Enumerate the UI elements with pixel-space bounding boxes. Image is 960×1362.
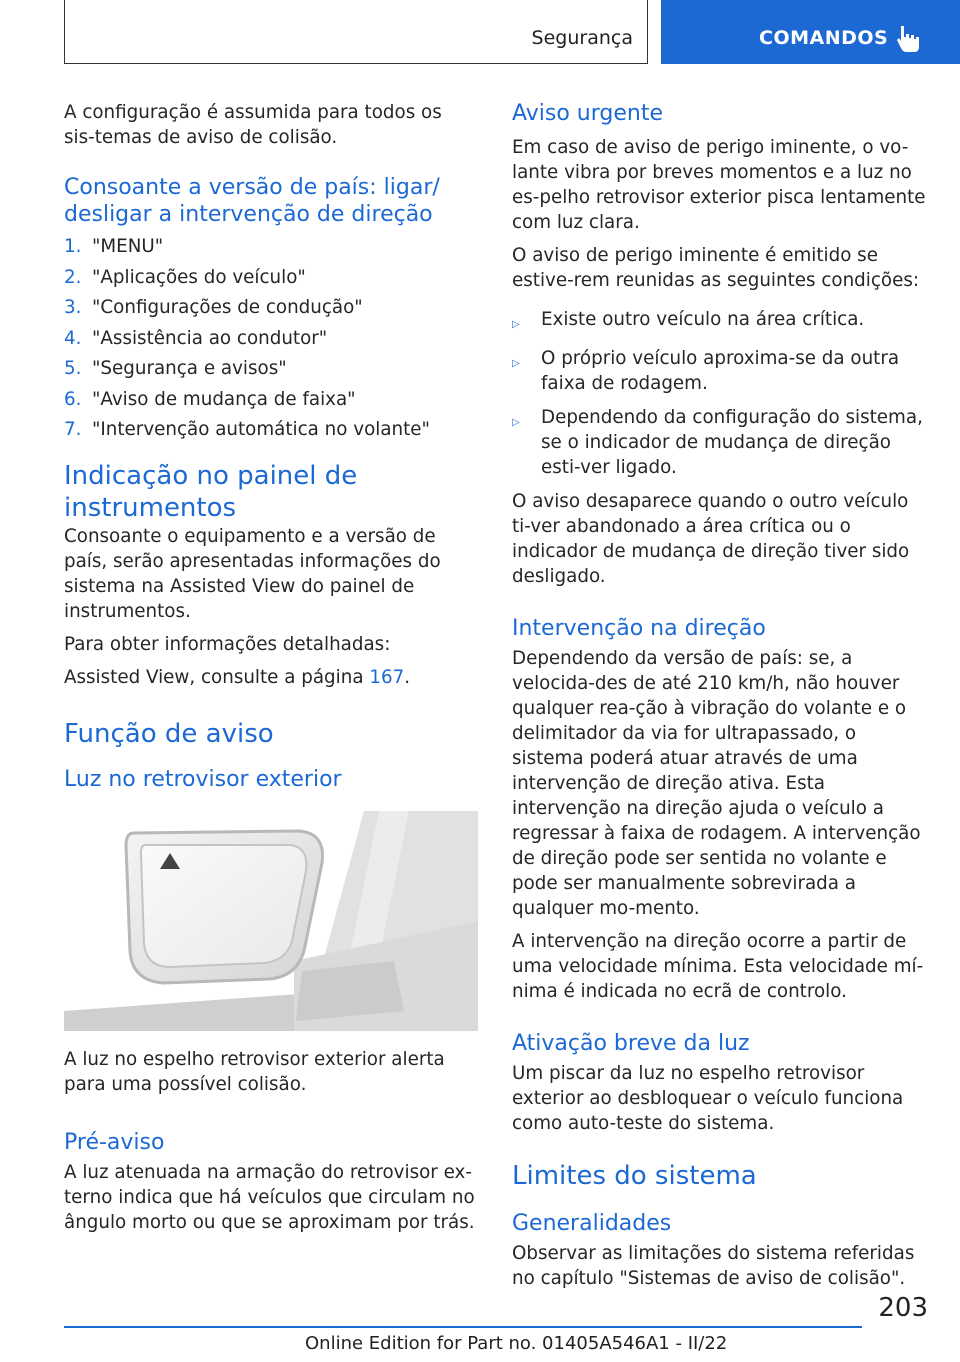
heading-country-toggle [64, 174, 478, 228]
step-item [64, 415, 478, 446]
heading-system-limits: Limites do sistema [512, 1161, 757, 1191]
step-number: 2. [64, 266, 82, 288]
step-item [64, 232, 478, 263]
step-text: "Intervenção automática no volante" [92, 419, 430, 440]
step-text: "Segurança e avisos" [92, 358, 287, 379]
step-number: 4. [64, 327, 82, 349]
step-item [64, 293, 478, 324]
step-number: 7. [64, 419, 82, 440]
heading-urgent-warning: Aviso urgente [512, 101, 664, 126]
heading-brief-activation: Ativação breve da luz [512, 1031, 750, 1056]
triangle-bullet-icon: ▷ [512, 358, 520, 369]
page-number: 203 [878, 1293, 928, 1323]
urgent-paragraph-1: Em caso de aviso de perigo iminente, o vo-lante vibra por breves momentos e a luz no es-pelho retrovisor exterior pisca lentamente com luz clara. [512, 137, 926, 233]
conditions-list [512, 307, 932, 480]
right-column [512, 100, 932, 1291]
menu-steps-list [64, 232, 478, 446]
step-text: "MENU" [92, 236, 164, 257]
chapter-tab[interactable] [661, 0, 960, 64]
condition-text: Existe outro veículo na área crítica. [541, 309, 865, 330]
display-reference-end: . [404, 666, 411, 688]
step-text: "Assistência ao condutor" [92, 327, 328, 349]
triangle-bullet-icon: ▷ [512, 417, 520, 428]
chapter-tab-label: COMANDOS [759, 27, 889, 49]
brief-paragraph: Um piscar da luz no espelho retrovisor exterior ao desbloquear o veículo funciona como auto-teste do sistema. [512, 1063, 904, 1134]
hand-pointer-icon [895, 24, 921, 54]
heading-general: Generalidades [512, 1211, 672, 1236]
heading-warning-function: Função de aviso [64, 718, 274, 749]
heading-instrument-display: Indicação no painel de instrumentos [64, 460, 358, 523]
step-number: 3. [64, 297, 82, 318]
footer-edition: Online Edition for Part no. 01405A546A1 - II/22 [305, 1333, 728, 1354]
step-number: 6. [64, 388, 82, 410]
display-reference-text: Assisted View, consulte a página [64, 666, 370, 688]
mirror-caption: A luz no espelho retrovisor exterior alerta para uma possível colisão. [64, 1048, 445, 1095]
intro-paragraph: A configuração é assumida para todos os sis-temas de aviso de colisão. [64, 102, 442, 148]
condition-item [512, 346, 932, 396]
display-reference [64, 665, 478, 690]
step-item [64, 354, 478, 385]
heading-country-line1: Consoante a versão de país: ligar/ [64, 175, 440, 200]
section-title: Segurança [531, 27, 633, 49]
display-paragraph: Consoante o equipamento e a versão de país, serão apresentadas informações do sistema na Assisted View do painel de instrumentos. [64, 525, 441, 622]
heading-steering-intervention: Intervenção na direção [512, 616, 766, 641]
heading-country-line2: desligar a intervenção de direção [64, 202, 433, 227]
condition-item [512, 405, 932, 480]
step-text: "Aviso de mudança de faixa" [92, 388, 356, 410]
display-info-label: Para obter informações detalhadas: [64, 633, 391, 655]
condition-item [512, 307, 932, 337]
general-paragraph: Observar as limitações do sistema referidas no capítulo "Sistemas de aviso de colisão". [512, 1243, 915, 1289]
steering-paragraph-2: A intervenção na direção ocorre a partir de uma velocidade mínima. Esta velocidade mí-nima é indicada no ecrã de controlo. [512, 931, 924, 1002]
condition-text: O próprio veículo aproxima-se da outra faixa de rodagem. [541, 348, 900, 394]
mirror-illustration [64, 811, 478, 1031]
heading-mirror-light: Luz no retrovisor exterior [64, 766, 342, 792]
condition-text: Dependendo da configuração do sistema, se o indicador de mudança de direção esti-ver ligado. [541, 407, 923, 478]
triangle-bullet-icon: ▷ [512, 319, 520, 330]
steering-paragraph-1: Dependendo da versão de país: se, a velocida-des de até 210 km/h, não houver qualquer rea-ção à vibração do volante e o delimitador da via for ultrapassado, o sistema poderá atuar através de uma intervenção de direção ativa. Esta intervenção na direção ajuda o veículo a regressar à faixa de rodagem. A intervenção de direção pode ser sentida no volante e pode ser manualmente sobrevirada a qualquer mo-mento. [512, 648, 921, 919]
left-column [64, 100, 478, 1235]
step-item [64, 385, 478, 416]
footer-divider [64, 1326, 862, 1328]
step-number: 1. [64, 236, 82, 257]
prewarning-paragraph: A luz atenuada na armação do retrovisor ex-terno indica que há veículos que circulam no ângulo morto ou que se aproximam por trás. [64, 1161, 475, 1233]
step-text: "Aplicações do veículo" [92, 266, 306, 288]
step-text: "Configurações de condução" [92, 297, 363, 318]
heading-prewarning: Pré-aviso [64, 1129, 165, 1155]
step-number: 5. [64, 358, 82, 379]
step-item [64, 263, 478, 294]
urgent-paragraph-2: O aviso de perigo iminente é emitido se estive-rem reunidas as seguintes condições: [512, 245, 920, 291]
urgent-paragraph-3: O aviso desaparece quando o outro veículo ti-ver abandonado a área crítica ou o indicador de mudança de direção tiver sido desligado. [512, 491, 910, 587]
page-link[interactable]: 167 [369, 666, 405, 688]
step-item [64, 324, 478, 355]
header-section-box [64, 0, 648, 64]
